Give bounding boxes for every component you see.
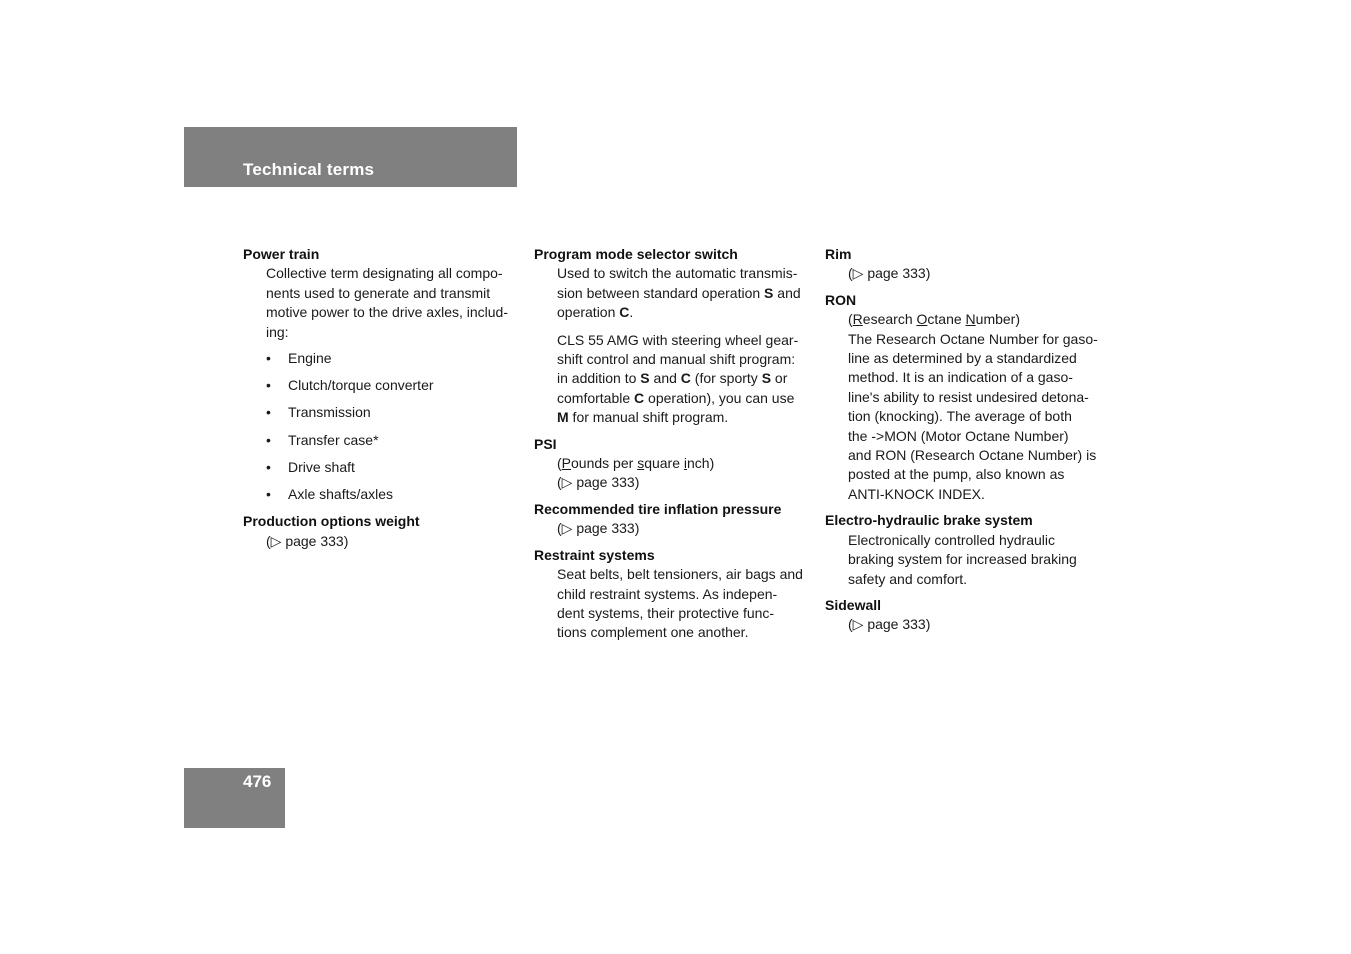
mode-letter: S xyxy=(761,370,772,387)
text-span: operation xyxy=(557,304,620,321)
text-line: Electronically controlled hydraulic xyxy=(848,531,1055,548)
list-item xyxy=(266,403,523,422)
entry-ron xyxy=(825,291,1107,504)
text-line: safety and comfort. xyxy=(848,570,968,587)
text-line xyxy=(557,303,816,322)
term-power-train: Power train xyxy=(243,246,320,262)
entry-sidewall xyxy=(825,596,1107,635)
text-span: and xyxy=(773,284,801,301)
text-line: braking system for increased braking xyxy=(848,551,1077,568)
column-middle xyxy=(534,245,816,650)
list-item xyxy=(266,485,523,504)
mode-letter: C xyxy=(619,304,630,321)
entry-production-options-weight xyxy=(243,512,523,551)
text-span: comfortable xyxy=(557,389,635,406)
text-line: tions complement one another. xyxy=(557,624,749,641)
section-title: Technical terms xyxy=(243,160,375,179)
text-line: motive power to the drive axles, includ- xyxy=(266,304,508,321)
list-item-label: Axle shafts/axles xyxy=(288,486,394,503)
bullet-icon: • xyxy=(266,486,271,503)
column-right xyxy=(825,245,1107,642)
bullet-list-power-train xyxy=(243,349,523,504)
term-program-mode-selector: Program mode selector switch xyxy=(534,246,738,262)
text-line: child restraint systems. As indepen- xyxy=(557,585,778,602)
term-rim: Rim xyxy=(825,246,852,262)
bullet-icon: • xyxy=(266,350,271,367)
text-line xyxy=(557,284,816,303)
text-line: nents used to generate and transmit xyxy=(266,284,491,301)
text-line: ANTI-KNOCK INDEX. xyxy=(848,485,985,502)
text-line xyxy=(557,454,816,473)
text-span: ounds per xyxy=(571,455,638,472)
paragraph xyxy=(557,331,816,428)
page-number-box xyxy=(184,768,285,828)
text-line: Seat belts, belt tensioners, air bags and xyxy=(557,566,803,583)
entry-recommended-tire-pressure xyxy=(534,500,816,539)
text-span: in addition to xyxy=(557,370,641,387)
text-line xyxy=(557,408,816,427)
term-sidewall: Sidewall xyxy=(825,596,882,613)
definition-psi xyxy=(557,454,816,493)
text-line: tion (knocking). The average of both xyxy=(848,408,1072,425)
text-line: line's ability to resist undesired detona- xyxy=(848,388,1089,405)
text-span: ( xyxy=(557,455,562,472)
text-span: sion between standard operation xyxy=(557,284,765,301)
list-item-label: Drive shaft xyxy=(288,458,355,475)
text-span: umber) xyxy=(975,311,1021,328)
bullet-icon: • xyxy=(266,404,271,421)
text-line xyxy=(557,389,816,408)
entry-restraint-systems xyxy=(534,546,816,643)
column-left xyxy=(243,245,523,558)
bullet-icon: • xyxy=(266,431,271,448)
page-reference: (▷ page 333) xyxy=(848,616,931,633)
term-recommended-tire-pressure: Recommended tire inflation pressure xyxy=(534,500,782,517)
text-line: the ->MON (Motor Octane Number) xyxy=(848,427,1069,444)
list-item-label: Transmission xyxy=(288,404,371,421)
list-item xyxy=(266,458,523,477)
text-span: quare xyxy=(644,455,684,472)
text-line: The Research Octane Number for gaso- xyxy=(848,330,1098,347)
page-reference: (▷ page 333) xyxy=(848,265,931,282)
text-span: and xyxy=(649,370,681,387)
text-line: and RON (Research Octane Number) is xyxy=(848,447,1097,464)
mode-letter: C xyxy=(634,389,645,406)
text-line: Collective term designating all compo- xyxy=(266,265,503,282)
mode-letter: C xyxy=(680,370,691,387)
text-line: shift control and manual shift program: xyxy=(557,351,796,368)
definition-electro-hydraulic-brake xyxy=(848,531,1107,589)
text-line: dent systems, their protective func- xyxy=(557,604,775,621)
acronym-letter: P xyxy=(561,455,572,472)
section-header-bar xyxy=(184,127,517,187)
text-line: Used to switch the automatic transmis- xyxy=(557,265,798,282)
mode-letter: S xyxy=(640,370,650,387)
text-span: operation), you can use xyxy=(644,389,795,406)
text-span: ( xyxy=(848,311,853,328)
list-item xyxy=(266,349,523,368)
term-restraint-systems: Restraint systems xyxy=(534,546,655,563)
definition-power-train xyxy=(266,264,523,342)
page-number: 476 xyxy=(243,772,272,791)
text-line: ing: xyxy=(266,323,289,340)
text-line: CLS 55 AMG with steering wheel gear- xyxy=(557,331,799,348)
text-span: ctane xyxy=(927,311,966,328)
paragraph xyxy=(557,264,816,322)
acronym-letter: i xyxy=(683,455,688,472)
list-item-label: Engine xyxy=(288,350,332,367)
page-reference: (▷ page 333) xyxy=(266,532,349,549)
page-reference: (▷ page 333) xyxy=(557,474,640,491)
entry-power-train xyxy=(243,245,523,504)
text-span: for manual shift program. xyxy=(568,409,729,426)
text-line: posted at the pump, also known as xyxy=(848,466,1065,483)
text-line: method. It is an indication of a gaso- xyxy=(848,369,1073,386)
text-span: . xyxy=(629,304,634,321)
bullet-icon: • xyxy=(266,377,271,394)
term-ron: RON xyxy=(825,291,857,308)
entry-electro-hydraulic-brake xyxy=(825,511,1107,589)
acronym-letter: R xyxy=(852,311,863,328)
text-span: (for sporty xyxy=(690,370,762,387)
text-span: esearch xyxy=(862,311,917,328)
text-line: line as determined by a standardized xyxy=(848,350,1077,367)
mode-letter: M xyxy=(557,409,569,426)
list-item-label: Transfer case* xyxy=(288,431,379,448)
definition-ron xyxy=(848,310,1107,504)
term-electro-hydraulic-brake: Electro-hydraulic brake system xyxy=(825,512,1033,529)
text-span: or xyxy=(771,370,788,387)
entry-program-mode-selector xyxy=(534,245,816,428)
text-line xyxy=(848,310,1107,329)
list-item-label: Clutch/torque converter xyxy=(288,377,434,394)
bullet-icon: • xyxy=(266,458,271,475)
entry-psi xyxy=(534,435,816,493)
acronym-letter: N xyxy=(965,311,976,328)
entry-rim xyxy=(825,245,1107,284)
mode-letter: S xyxy=(764,284,774,301)
list-item xyxy=(266,431,523,450)
definition-program-mode-selector xyxy=(557,264,816,427)
term-production-options-weight: Production options weight xyxy=(243,513,420,530)
definition-restraint-systems xyxy=(557,565,816,643)
list-item xyxy=(266,376,523,395)
acronym-letter: s xyxy=(637,455,645,472)
acronym-letter: O xyxy=(916,311,928,328)
term-psi: PSI xyxy=(534,435,557,452)
text-line xyxy=(557,369,816,388)
page-reference: (▷ page 333) xyxy=(557,520,640,537)
text-span: nch) xyxy=(687,455,715,472)
